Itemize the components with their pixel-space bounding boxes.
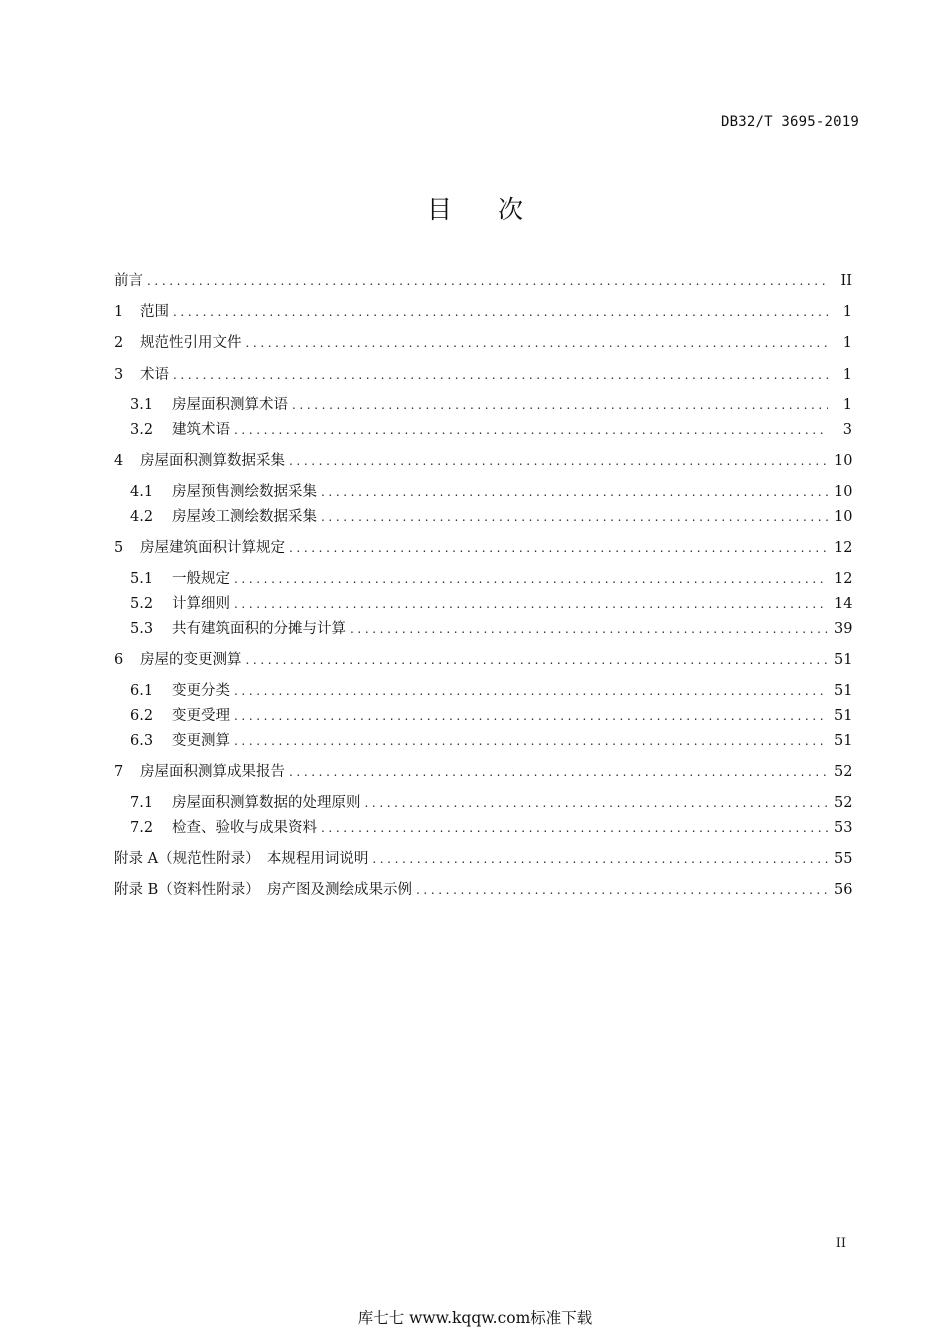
toc-entry-label: 变更受理 bbox=[172, 708, 230, 724]
toc-dot-leader bbox=[234, 593, 828, 615]
toc-entry-label: 术语 bbox=[140, 367, 169, 383]
toc-entry-label: 检查、验收与成果资料 bbox=[172, 820, 317, 836]
toc-entry-number: 1 bbox=[114, 304, 124, 320]
toc-entry-label: 建筑术语 bbox=[172, 422, 230, 438]
toc-entry-page: 12 bbox=[834, 540, 853, 556]
toc-entry-1[interactable] bbox=[114, 301, 852, 323]
toc-entry-page: 52 bbox=[834, 795, 853, 811]
toc-entry-page: 12 bbox=[834, 571, 853, 587]
toc-entry-number: 3.2 bbox=[130, 422, 154, 438]
toc-entry-number: 7.1 bbox=[130, 795, 154, 811]
toc-entry-number: 6.2 bbox=[130, 708, 154, 724]
toc-dot-leader bbox=[321, 481, 828, 503]
toc-dot-leader bbox=[289, 761, 828, 783]
toc-entry-6-2[interactable] bbox=[130, 705, 852, 727]
toc-entry-page: 55 bbox=[834, 851, 853, 867]
toc-entry-2[interactable] bbox=[114, 332, 852, 354]
toc-entry-5[interactable] bbox=[114, 537, 852, 559]
toc-entry-label: 附录 B（资料性附录） 房产图及测绘成果示例 bbox=[114, 882, 413, 898]
toc-entry-label: 前言 bbox=[114, 273, 143, 289]
toc-entry-6[interactable] bbox=[114, 649, 852, 671]
toc-entry-label: 房屋面积测算数据采集 bbox=[140, 453, 285, 469]
toc-entry-number: 4 bbox=[114, 453, 124, 469]
toc-title-char-1: 目 bbox=[426, 195, 452, 224]
toc-entry-4-2[interactable] bbox=[130, 506, 852, 528]
toc-entry-appendix-b[interactable] bbox=[114, 879, 852, 901]
toc-entry-label: 变更测算 bbox=[172, 733, 230, 749]
document-code: DB32/T 3695-2019 bbox=[720, 114, 859, 130]
toc-entry-appendix-a[interactable] bbox=[114, 848, 852, 870]
toc-entry-label: 一般规定 bbox=[172, 571, 230, 587]
toc-entry-label: 共有建筑面积的分摊与计算 bbox=[172, 621, 346, 637]
toc-entry-number: 5.1 bbox=[130, 571, 154, 587]
toc-dot-leader bbox=[246, 649, 829, 671]
toc-entry-page: 10 bbox=[834, 453, 853, 469]
toc-dot-leader bbox=[289, 450, 828, 472]
toc-entry-label: 规范性引用文件 bbox=[140, 335, 242, 351]
toc-dot-leader bbox=[365, 792, 829, 814]
toc-dot-leader bbox=[321, 817, 828, 839]
toc-entry-page: 52 bbox=[834, 764, 853, 780]
toc-dot-leader bbox=[289, 537, 828, 559]
toc-entry-number: 2 bbox=[114, 335, 124, 351]
toc-entry-label: 房屋的变更测算 bbox=[140, 652, 242, 668]
toc-entry-label: 房屋竣工测绘数据采集 bbox=[172, 509, 317, 525]
toc-entry-page: 51 bbox=[834, 683, 853, 699]
toc-entry-6-3[interactable] bbox=[130, 730, 852, 752]
toc-dot-leader bbox=[292, 394, 828, 416]
toc-entry-page: 14 bbox=[834, 596, 853, 612]
toc-dot-leader bbox=[234, 730, 828, 752]
toc-entry-5-3[interactable] bbox=[130, 618, 852, 640]
toc-entry-page: 1 bbox=[842, 304, 852, 320]
toc-dot-leader bbox=[234, 680, 828, 702]
toc-entry-label: 房屋面积测算数据的处理原则 bbox=[172, 795, 361, 811]
toc-entry-5-2[interactable] bbox=[130, 593, 852, 615]
toc-entry-4-1[interactable] bbox=[130, 481, 852, 503]
toc-entry-page: 51 bbox=[834, 733, 853, 749]
toc-dot-leader bbox=[147, 270, 828, 292]
toc-entry-number: 5.3 bbox=[130, 621, 154, 637]
toc-dot-leader bbox=[234, 568, 828, 590]
toc-entry-page: II bbox=[840, 273, 852, 289]
toc-entry-number: 6.3 bbox=[130, 733, 154, 749]
toc-entry-6-1[interactable] bbox=[130, 680, 852, 702]
toc-entry-label: 房屋面积测算成果报告 bbox=[140, 764, 285, 780]
toc-dot-leader bbox=[350, 618, 828, 640]
toc-dot-leader bbox=[234, 419, 828, 441]
toc-dot-leader bbox=[173, 364, 828, 386]
toc-entry-4[interactable] bbox=[114, 450, 852, 472]
toc-entry-label: 计算细则 bbox=[172, 596, 230, 612]
toc-entry-page: 56 bbox=[834, 882, 853, 898]
toc-entry-label: 房屋建筑面积计算规定 bbox=[140, 540, 285, 556]
toc-entry-label: 范围 bbox=[140, 304, 169, 320]
toc-entry-number: 7 bbox=[114, 764, 124, 780]
toc-entry-number: 4.2 bbox=[130, 509, 154, 525]
toc-entry-number: 5.2 bbox=[130, 596, 154, 612]
toc-entry-page: 10 bbox=[834, 484, 853, 500]
toc-entry-page: 3 bbox=[842, 422, 852, 438]
toc-dot-leader bbox=[246, 332, 829, 354]
toc-entry-page: 53 bbox=[834, 820, 853, 836]
toc-entry-3-2[interactable] bbox=[130, 419, 852, 441]
toc-dot-leader bbox=[416, 879, 828, 901]
toc-entry-label: 房屋面积测算术语 bbox=[172, 397, 288, 413]
toc-entry-page: 10 bbox=[834, 509, 853, 525]
toc-entry-7[interactable] bbox=[114, 761, 852, 783]
page-number: II bbox=[835, 1236, 846, 1251]
toc-entry-page: 39 bbox=[834, 621, 853, 637]
toc-entry-3[interactable] bbox=[114, 364, 852, 386]
toc-entry-7-2[interactable] bbox=[130, 817, 852, 839]
toc-title bbox=[0, 190, 950, 226]
toc-dot-leader bbox=[234, 705, 828, 727]
toc-entry-number: 6.1 bbox=[130, 683, 154, 699]
toc-entry-label: 变更分类 bbox=[172, 683, 230, 699]
toc-entry-number: 3.1 bbox=[130, 397, 154, 413]
toc-dot-leader bbox=[372, 848, 828, 870]
toc-entry-number: 6 bbox=[114, 652, 124, 668]
toc-title-char-2: 次 bbox=[498, 195, 524, 224]
toc-entry-page: 1 bbox=[842, 335, 852, 351]
toc-entry-page: 1 bbox=[842, 367, 852, 383]
toc-dot-leader bbox=[321, 506, 828, 528]
toc-entry-5-1[interactable] bbox=[130, 568, 852, 590]
toc-entry-number: 4.1 bbox=[130, 484, 154, 500]
toc-entry-foreword[interactable] bbox=[114, 270, 852, 292]
toc-entry-label: 附录 A（规范性附录） 本规程用词说明 bbox=[114, 851, 369, 867]
toc-entry-page: 1 bbox=[842, 397, 852, 413]
toc-entry-number: 3 bbox=[114, 367, 124, 383]
toc-entry-3-1[interactable] bbox=[130, 394, 852, 416]
toc-entry-label: 房屋预售测绘数据采集 bbox=[172, 484, 317, 500]
toc-dot-leader bbox=[173, 301, 828, 323]
toc-entry-page: 51 bbox=[834, 652, 853, 668]
toc-entry-7-1[interactable] bbox=[130, 792, 852, 814]
toc-entry-number: 5 bbox=[114, 540, 124, 556]
toc-entry-number: 7.2 bbox=[130, 820, 154, 836]
toc-entry-page: 51 bbox=[834, 708, 853, 724]
source-watermark: 库七七 www.kqqw.com标准下载 bbox=[357, 1309, 593, 1327]
